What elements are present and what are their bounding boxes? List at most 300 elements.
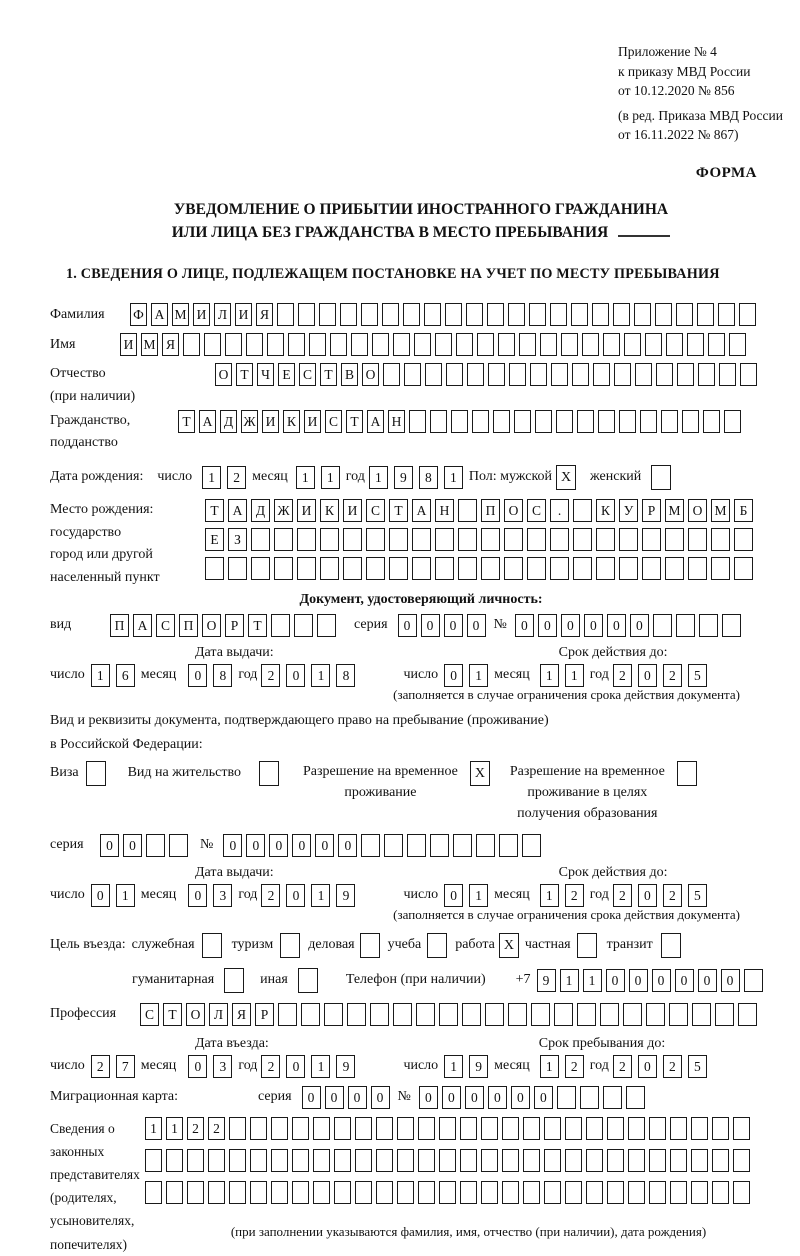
char-cell[interactable]: 0 (100, 834, 119, 857)
char-cell[interactable]: О (504, 499, 523, 522)
char-cell[interactable]: 2 (261, 664, 280, 687)
char-cell[interactable]: М (172, 303, 189, 326)
char-cell[interactable]: Т (205, 499, 224, 522)
char-cell[interactable] (565, 1117, 582, 1140)
char-cell[interactable]: Д (220, 410, 237, 433)
char-cell[interactable] (676, 614, 695, 637)
char-cell[interactable]: 3 (213, 1055, 232, 1078)
char-cell[interactable] (439, 1117, 456, 1140)
char-cell[interactable] (292, 1149, 309, 1172)
char-cell[interactable] (370, 1003, 389, 1026)
char-cell[interactable] (688, 557, 707, 580)
char-cell[interactable] (718, 303, 735, 326)
char-cell[interactable]: О (688, 499, 707, 522)
char-cell[interactable]: К (320, 499, 339, 522)
char-cell[interactable]: 6 (116, 664, 135, 687)
char-cell[interactable] (565, 1149, 582, 1172)
char-cell[interactable] (665, 557, 684, 580)
char-cell[interactable] (550, 528, 569, 551)
char-cell[interactable] (592, 303, 609, 326)
char-cell[interactable] (208, 1181, 225, 1204)
char-cell[interactable] (320, 557, 339, 580)
char-cell[interactable] (687, 333, 704, 356)
char-cell[interactable]: 1 (469, 664, 488, 687)
char-cell[interactable]: 0 (315, 834, 334, 857)
char-cell[interactable]: 0 (123, 834, 142, 857)
char-cell[interactable]: Н (388, 410, 405, 433)
char-cell[interactable] (670, 1149, 687, 1172)
char-cell[interactable]: 0 (584, 614, 603, 637)
char-cell[interactable] (414, 333, 431, 356)
char-cell[interactable]: О (186, 1003, 205, 1026)
char-cell[interactable]: 0 (91, 884, 110, 907)
char-cell[interactable]: 0 (721, 969, 740, 992)
char-cell[interactable] (554, 1003, 573, 1026)
char-cell[interactable] (389, 557, 408, 580)
char-cell[interactable] (691, 1149, 708, 1172)
char-cell[interactable] (613, 303, 630, 326)
char-cell[interactable] (682, 410, 699, 433)
char-cell[interactable] (301, 1003, 320, 1026)
char-cell[interactable] (724, 410, 741, 433)
char-cell[interactable]: А (151, 303, 168, 326)
char-cell[interactable] (246, 333, 263, 356)
char-cell[interactable]: Я (232, 1003, 251, 1026)
char-cell[interactable] (598, 410, 615, 433)
char-cell[interactable] (623, 1003, 642, 1026)
checkbox-humanitarian[interactable] (224, 968, 244, 993)
char-cell[interactable] (412, 528, 431, 551)
char-cell[interactable] (646, 1003, 665, 1026)
char-cell[interactable]: Д (251, 499, 270, 522)
char-cell[interactable] (699, 614, 718, 637)
char-cell[interactable] (481, 1117, 498, 1140)
char-cell[interactable] (691, 1181, 708, 1204)
char-cell[interactable]: Я (256, 303, 273, 326)
char-cell[interactable] (635, 363, 652, 386)
char-cell[interactable] (274, 528, 293, 551)
char-cell[interactable] (481, 1181, 498, 1204)
checkbox-rvp-education[interactable] (677, 761, 697, 786)
char-cell[interactable]: И (343, 499, 362, 522)
char-cell[interactable]: 0 (538, 614, 557, 637)
char-cell[interactable] (418, 1149, 435, 1172)
char-cell[interactable] (600, 1003, 619, 1026)
char-cell[interactable]: 0 (398, 614, 417, 637)
char-cell[interactable] (485, 1003, 504, 1026)
char-cell[interactable] (397, 1117, 414, 1140)
char-cell[interactable]: 0 (444, 664, 463, 687)
char-cell[interactable]: 1 (540, 884, 559, 907)
char-cell[interactable] (330, 333, 347, 356)
char-cell[interactable] (460, 1117, 477, 1140)
char-cell[interactable] (271, 1181, 288, 1204)
char-cell[interactable] (669, 1003, 688, 1026)
char-cell[interactable] (607, 1181, 624, 1204)
char-cell[interactable]: 2 (613, 1055, 632, 1078)
char-cell[interactable] (407, 834, 426, 857)
char-cell[interactable]: П (179, 614, 198, 637)
char-cell[interactable]: Т (389, 499, 408, 522)
char-cell[interactable] (586, 1149, 603, 1172)
char-cell[interactable] (711, 528, 730, 551)
char-cell[interactable]: Т (163, 1003, 182, 1026)
checkbox-other[interactable] (298, 968, 318, 993)
char-cell[interactable]: 2 (187, 1117, 204, 1140)
char-cell[interactable] (502, 1181, 519, 1204)
char-cell[interactable] (313, 1181, 330, 1204)
char-cell[interactable] (274, 557, 293, 580)
char-cell[interactable] (389, 528, 408, 551)
char-cell[interactable] (458, 499, 477, 522)
char-cell[interactable]: З (228, 528, 247, 551)
char-cell[interactable] (298, 303, 315, 326)
char-cell[interactable] (204, 333, 221, 356)
title-blank-underline[interactable] (618, 221, 670, 237)
char-cell[interactable] (666, 333, 683, 356)
char-cell[interactable] (580, 1086, 599, 1109)
char-cell[interactable]: 2 (261, 884, 280, 907)
char-cell[interactable] (383, 363, 400, 386)
char-cell[interactable] (649, 1149, 666, 1172)
char-cell[interactable]: И (235, 303, 252, 326)
char-cell[interactable]: 9 (537, 969, 556, 992)
char-cell[interactable] (430, 410, 447, 433)
char-cell[interactable] (271, 614, 290, 637)
char-cell[interactable]: 8 (419, 466, 438, 489)
char-cell[interactable] (504, 528, 523, 551)
char-cell[interactable] (382, 303, 399, 326)
char-cell[interactable] (397, 1181, 414, 1204)
char-cell[interactable] (734, 528, 753, 551)
char-cell[interactable] (347, 1003, 366, 1026)
char-cell[interactable] (292, 1117, 309, 1140)
char-cell[interactable] (250, 1181, 267, 1204)
char-cell[interactable] (372, 333, 389, 356)
char-cell[interactable] (430, 834, 449, 857)
checkbox-visa[interactable] (86, 761, 106, 786)
char-cell[interactable] (487, 303, 504, 326)
char-cell[interactable] (277, 303, 294, 326)
char-cell[interactable] (278, 1003, 297, 1026)
char-cell[interactable] (424, 303, 441, 326)
char-cell[interactable]: С (156, 614, 175, 637)
char-cell[interactable]: А (133, 614, 152, 637)
char-cell[interactable] (628, 1117, 645, 1140)
char-cell[interactable] (476, 834, 495, 857)
char-cell[interactable] (376, 1149, 393, 1172)
char-cell[interactable]: 1 (540, 664, 559, 687)
char-cell[interactable] (550, 303, 567, 326)
checkbox-commercial[interactable] (360, 933, 380, 958)
char-cell[interactable] (544, 1149, 561, 1172)
char-cell[interactable] (319, 303, 336, 326)
char-cell[interactable] (250, 1117, 267, 1140)
char-cell[interactable]: 0 (638, 664, 657, 687)
char-cell[interactable]: 7 (116, 1055, 135, 1078)
char-cell[interactable]: 0 (188, 664, 207, 687)
char-cell[interactable] (619, 528, 638, 551)
char-cell[interactable] (166, 1149, 183, 1172)
char-cell[interactable] (453, 834, 472, 857)
char-cell[interactable] (355, 1181, 372, 1204)
char-cell[interactable]: 2 (208, 1117, 225, 1140)
char-cell[interactable] (722, 614, 741, 637)
char-cell[interactable]: М (141, 333, 158, 356)
char-cell[interactable]: 1 (560, 969, 579, 992)
char-cell[interactable] (498, 333, 515, 356)
char-cell[interactable] (734, 557, 753, 580)
char-cell[interactable]: 0 (419, 1086, 438, 1109)
char-cell[interactable]: Б (734, 499, 753, 522)
char-cell[interactable] (183, 333, 200, 356)
char-cell[interactable] (351, 333, 368, 356)
char-cell[interactable] (169, 834, 188, 857)
char-cell[interactable]: 1 (145, 1117, 162, 1140)
char-cell[interactable] (514, 410, 531, 433)
char-cell[interactable] (355, 1117, 372, 1140)
char-cell[interactable] (472, 410, 489, 433)
char-cell[interactable]: 2 (613, 884, 632, 907)
char-cell[interactable]: 1 (565, 664, 584, 687)
char-cell[interactable]: Р (225, 614, 244, 637)
char-cell[interactable]: 1 (311, 884, 330, 907)
char-cell[interactable]: 1 (116, 884, 135, 907)
char-cell[interactable] (586, 1181, 603, 1204)
char-cell[interactable] (596, 557, 615, 580)
char-cell[interactable] (540, 333, 557, 356)
char-cell[interactable]: Р (642, 499, 661, 522)
char-cell[interactable]: 2 (227, 466, 246, 489)
char-cell[interactable] (642, 557, 661, 580)
char-cell[interactable] (288, 333, 305, 356)
char-cell[interactable] (670, 1117, 687, 1140)
char-cell[interactable] (462, 1003, 481, 1026)
char-cell[interactable] (403, 303, 420, 326)
char-cell[interactable]: 8 (213, 664, 232, 687)
char-cell[interactable]: 1 (311, 1055, 330, 1078)
char-cell[interactable] (205, 557, 224, 580)
char-cell[interactable] (297, 528, 316, 551)
char-cell[interactable]: 0 (286, 664, 305, 687)
char-cell[interactable] (544, 1181, 561, 1204)
char-cell[interactable] (708, 333, 725, 356)
checkbox-study[interactable] (427, 933, 447, 958)
char-cell[interactable]: 9 (394, 466, 413, 489)
char-cell[interactable] (661, 410, 678, 433)
char-cell[interactable]: 0 (465, 1086, 484, 1109)
char-cell[interactable] (744, 969, 763, 992)
char-cell[interactable] (334, 1117, 351, 1140)
char-cell[interactable]: 0 (348, 1086, 367, 1109)
checkbox-transit[interactable] (661, 933, 681, 958)
checkbox-private[interactable] (577, 933, 597, 958)
char-cell[interactable] (361, 303, 378, 326)
char-cell[interactable] (557, 1086, 576, 1109)
char-cell[interactable]: 1 (202, 466, 221, 489)
char-cell[interactable] (508, 1003, 527, 1026)
char-cell[interactable] (376, 1181, 393, 1204)
char-cell[interactable]: В (341, 363, 358, 386)
char-cell[interactable] (435, 333, 452, 356)
char-cell[interactable]: 0 (488, 1086, 507, 1109)
char-cell[interactable] (698, 363, 715, 386)
char-cell[interactable]: Л (209, 1003, 228, 1026)
char-cell[interactable]: 0 (188, 1055, 207, 1078)
char-cell[interactable]: Е (278, 363, 295, 386)
char-cell[interactable] (309, 333, 326, 356)
char-cell[interactable]: С (325, 410, 342, 433)
char-cell[interactable] (577, 1003, 596, 1026)
char-cell[interactable]: . (550, 499, 569, 522)
char-cell[interactable]: 0 (511, 1086, 530, 1109)
char-cell[interactable] (334, 1149, 351, 1172)
char-cell[interactable]: 0 (638, 884, 657, 907)
char-cell[interactable] (313, 1149, 330, 1172)
char-cell[interactable] (655, 303, 672, 326)
char-cell[interactable]: Ж (241, 410, 258, 433)
char-cell[interactable]: 0 (442, 1086, 461, 1109)
char-cell[interactable] (292, 1181, 309, 1204)
char-cell[interactable] (565, 1181, 582, 1204)
char-cell[interactable]: 1 (469, 884, 488, 907)
char-cell[interactable] (733, 1117, 750, 1140)
char-cell[interactable] (740, 363, 757, 386)
char-cell[interactable] (458, 528, 477, 551)
char-cell[interactable] (477, 333, 494, 356)
char-cell[interactable]: 0 (286, 1055, 305, 1078)
char-cell[interactable] (502, 1117, 519, 1140)
char-cell[interactable] (439, 1181, 456, 1204)
char-cell[interactable] (481, 557, 500, 580)
char-cell[interactable] (670, 1181, 687, 1204)
char-cell[interactable]: 0 (629, 969, 648, 992)
char-cell[interactable] (572, 363, 589, 386)
char-cell[interactable] (556, 410, 573, 433)
char-cell[interactable] (573, 499, 592, 522)
char-cell[interactable] (523, 1149, 540, 1172)
char-cell[interactable]: 2 (663, 664, 682, 687)
char-cell[interactable] (519, 333, 536, 356)
char-cell[interactable] (504, 557, 523, 580)
char-cell[interactable]: 0 (269, 834, 288, 857)
char-cell[interactable] (551, 363, 568, 386)
char-cell[interactable]: К (283, 410, 300, 433)
char-cell[interactable] (624, 333, 641, 356)
char-cell[interactable] (425, 363, 442, 386)
char-cell[interactable] (228, 557, 247, 580)
char-cell[interactable]: У (619, 499, 638, 522)
char-cell[interactable] (527, 528, 546, 551)
char-cell[interactable]: 8 (336, 664, 355, 687)
char-cell[interactable]: И (262, 410, 279, 433)
char-cell[interactable]: 1 (91, 664, 110, 687)
char-cell[interactable] (456, 333, 473, 356)
char-cell[interactable]: Е (205, 528, 224, 551)
char-cell[interactable] (384, 834, 403, 857)
char-cell[interactable] (294, 614, 313, 637)
char-cell[interactable] (733, 1149, 750, 1172)
char-cell[interactable]: Т (236, 363, 253, 386)
char-cell[interactable] (187, 1149, 204, 1172)
char-cell[interactable] (649, 1181, 666, 1204)
char-cell[interactable] (187, 1181, 204, 1204)
char-cell[interactable] (488, 363, 505, 386)
char-cell[interactable] (271, 1149, 288, 1172)
char-cell[interactable] (703, 410, 720, 433)
char-cell[interactable] (355, 1149, 372, 1172)
char-cell[interactable]: П (110, 614, 129, 637)
char-cell[interactable]: 5 (688, 664, 707, 687)
char-cell[interactable]: 2 (663, 884, 682, 907)
char-cell[interactable]: И (297, 499, 316, 522)
char-cell[interactable] (404, 363, 421, 386)
char-cell[interactable]: Н (435, 499, 454, 522)
char-cell[interactable]: 1 (166, 1117, 183, 1140)
char-cell[interactable] (529, 303, 546, 326)
char-cell[interactable] (166, 1181, 183, 1204)
char-cell[interactable] (460, 1181, 477, 1204)
char-cell[interactable] (523, 1117, 540, 1140)
char-cell[interactable] (251, 557, 270, 580)
char-cell[interactable]: 1 (540, 1055, 559, 1078)
char-cell[interactable] (416, 1003, 435, 1026)
char-cell[interactable] (573, 557, 592, 580)
char-cell[interactable] (619, 410, 636, 433)
char-cell[interactable] (317, 614, 336, 637)
char-cell[interactable] (665, 528, 684, 551)
char-cell[interactable]: 2 (91, 1055, 110, 1078)
char-cell[interactable] (393, 333, 410, 356)
char-cell[interactable] (729, 333, 746, 356)
char-cell[interactable] (343, 528, 362, 551)
char-cell[interactable]: 1 (321, 466, 340, 489)
char-cell[interactable] (653, 614, 672, 637)
char-cell[interactable] (409, 410, 426, 433)
char-cell[interactable]: 5 (688, 884, 707, 907)
char-cell[interactable]: И (304, 410, 321, 433)
char-cell[interactable] (582, 333, 599, 356)
char-cell[interactable] (544, 1117, 561, 1140)
char-cell[interactable] (603, 333, 620, 356)
char-cell[interactable]: 0 (286, 884, 305, 907)
char-cell[interactable] (412, 557, 431, 580)
char-cell[interactable] (619, 557, 638, 580)
char-cell[interactable] (739, 303, 756, 326)
char-cell[interactable] (527, 557, 546, 580)
char-cell[interactable] (445, 303, 462, 326)
char-cell[interactable] (229, 1181, 246, 1204)
char-cell[interactable] (711, 557, 730, 580)
char-cell[interactable]: Л (214, 303, 231, 326)
char-cell[interactable]: 2 (565, 884, 584, 907)
char-cell[interactable] (343, 557, 362, 580)
char-cell[interactable] (250, 1149, 267, 1172)
char-cell[interactable]: 2 (565, 1055, 584, 1078)
char-cell[interactable] (712, 1149, 729, 1172)
char-cell[interactable] (466, 303, 483, 326)
char-cell[interactable] (418, 1181, 435, 1204)
char-cell[interactable] (502, 1149, 519, 1172)
char-cell[interactable]: 0 (444, 614, 463, 637)
char-cell[interactable] (523, 1181, 540, 1204)
char-cell[interactable]: 2 (261, 1055, 280, 1078)
char-cell[interactable] (376, 1117, 393, 1140)
char-cell[interactable] (481, 528, 500, 551)
char-cell[interactable]: О (362, 363, 379, 386)
char-cell[interactable]: 1 (369, 466, 388, 489)
char-cell[interactable] (481, 1149, 498, 1172)
